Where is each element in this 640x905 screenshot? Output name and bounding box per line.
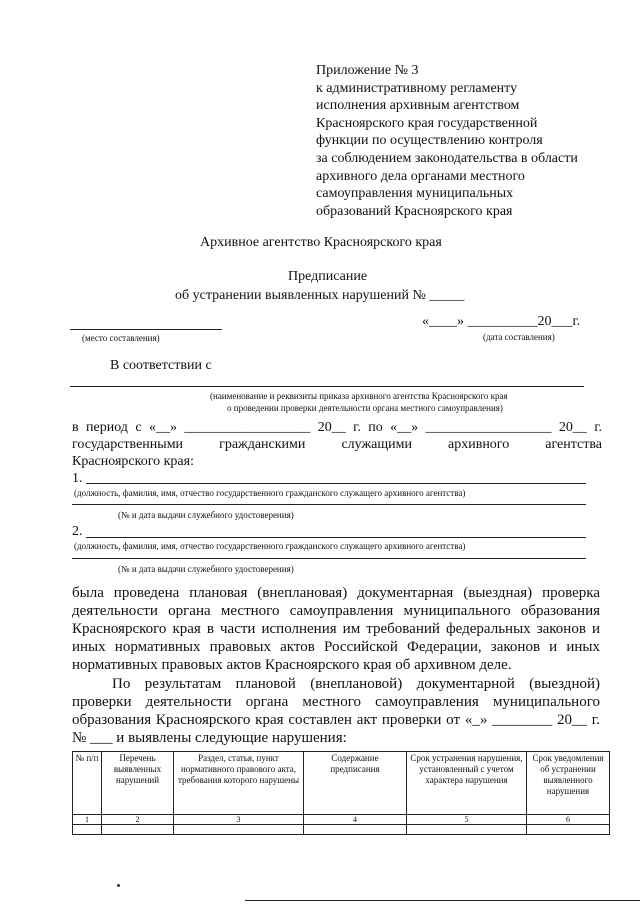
period-line: в период с «__» __________________ 20__ г. по «__» __________________ 20__ г. [72, 420, 602, 435]
document-subtitle: об устранении выявленных нарушений № _____ [175, 288, 465, 303]
annex-line: за соблюдением законодательства в области [316, 150, 578, 166]
table-header-cell: № п/п [73, 752, 102, 815]
body-line: нормативных правовых актов Красноярского края об архивном деле. [72, 657, 512, 673]
place-line [70, 329, 222, 330]
period-word: агентства [545, 437, 602, 452]
annex-line: к административному регламенту [316, 80, 518, 96]
inspector-number: 1. [72, 471, 83, 486]
accordance-text: В соответствии с [110, 358, 212, 373]
table-number-row [73, 815, 610, 825]
period-word: гражданскими [219, 437, 306, 452]
date-caption: (дата составления) [483, 332, 555, 342]
annex-line: исполнения архивным агентством [316, 98, 520, 114]
annex-line: Красноярского края государственной [316, 115, 538, 131]
inspector-id-line [72, 504, 586, 505]
table-cell [304, 825, 407, 835]
body-line: По результатам плановой (внеплановой) документарной (выездной) [112, 676, 600, 692]
inspector-line [86, 537, 586, 538]
body-line: Красноярского края в части исполнения им требований федеральных законов и [72, 621, 600, 637]
table-row [73, 825, 610, 835]
period-word: служащими [341, 437, 412, 452]
date-field: «____» __________20___г. [422, 314, 581, 329]
table-number-cell: 1 [73, 815, 102, 825]
body-line: деятельности органа местного самоуправления муниципального образования [72, 603, 600, 619]
annex-line: самоуправления муниципальных [316, 186, 514, 202]
annex-line: Приложение № 3 [316, 63, 419, 78]
table-cell [73, 825, 102, 835]
inspector-id-caption: (№ и дата выдачи служебного удостоверения) [118, 564, 294, 574]
scan-dot [117, 884, 120, 887]
table-header-cell: Раздел, статья, пункт нормативного правового акта, требования которого нарушены [174, 752, 304, 815]
table-cell [102, 825, 174, 835]
body-line: № ___ и выявлены следующие нарушения: [72, 730, 347, 746]
table-number-cell: 5 [407, 815, 527, 825]
annex-block [316, 62, 578, 220]
table-number-cell: 2 [102, 815, 174, 825]
inspector-caption: (должность, фамилия, имя, отчество государственного гражданского служащего архивного агентства) [74, 488, 466, 498]
table-header-cell: Срок устранения нарушения, установленный с учетом характера нарушения [407, 752, 527, 815]
order-caption: о проведении проверки деятельности органа местного самоуправления) [227, 403, 503, 413]
inspector-line [86, 483, 586, 484]
order-caption: (наименование и реквизиты приказа архивного агентства Красноярского края [210, 391, 508, 401]
inspector-caption: (должность, фамилия, имя, отчество государственного гражданского служащего архивного агентства) [74, 541, 466, 551]
inspector-id-line [72, 558, 586, 559]
table-cell [527, 825, 610, 835]
place-caption: (место составления) [82, 333, 160, 343]
table-header-cell: Перечень выявленных нарушений [102, 752, 174, 815]
scan-edge-line [245, 900, 640, 901]
body-line: образования Красноярского края составлен акт проверки от «_» ________ 20__ г. [72, 712, 600, 728]
table-header-cell: Срок уведомления об устранении выявленного нарушения [527, 752, 610, 815]
inspector-number: 2. [72, 524, 83, 539]
table-header-cell: Содержание предписания [304, 752, 407, 815]
table-number-cell: 3 [174, 815, 304, 825]
period-word: архивного [448, 437, 510, 452]
table-cell [174, 825, 304, 835]
period-word: государственными [72, 437, 184, 452]
table-number-cell: 6 [527, 815, 610, 825]
document-title: Предписание [288, 269, 368, 284]
order-line [70, 386, 584, 387]
body-line: иных нормативных правовых актов Российской Федерации, законов и иных [72, 639, 600, 655]
body-line: проверки деятельности органа местного самоуправления муниципального [72, 694, 600, 710]
annex-line: архивного дела органами местного [316, 168, 525, 184]
agency-name: Архивное агентство Красноярского края [200, 235, 442, 250]
period-line: Красноярского края: [72, 454, 194, 469]
table-number-cell: 4 [304, 815, 407, 825]
annex-line: функции по осуществлению контроля [316, 133, 543, 149]
violations-table [72, 751, 610, 835]
body-line: была проведена плановая (внеплановая) документарная (выездная) проверка [72, 585, 600, 601]
annex-line: образований Красноярского края [316, 203, 513, 219]
inspector-id-caption: (№ и дата выдачи служебного удостоверения) [118, 510, 294, 520]
period-line [72, 436, 602, 453]
table-header-row [73, 752, 610, 815]
table-cell [407, 825, 527, 835]
